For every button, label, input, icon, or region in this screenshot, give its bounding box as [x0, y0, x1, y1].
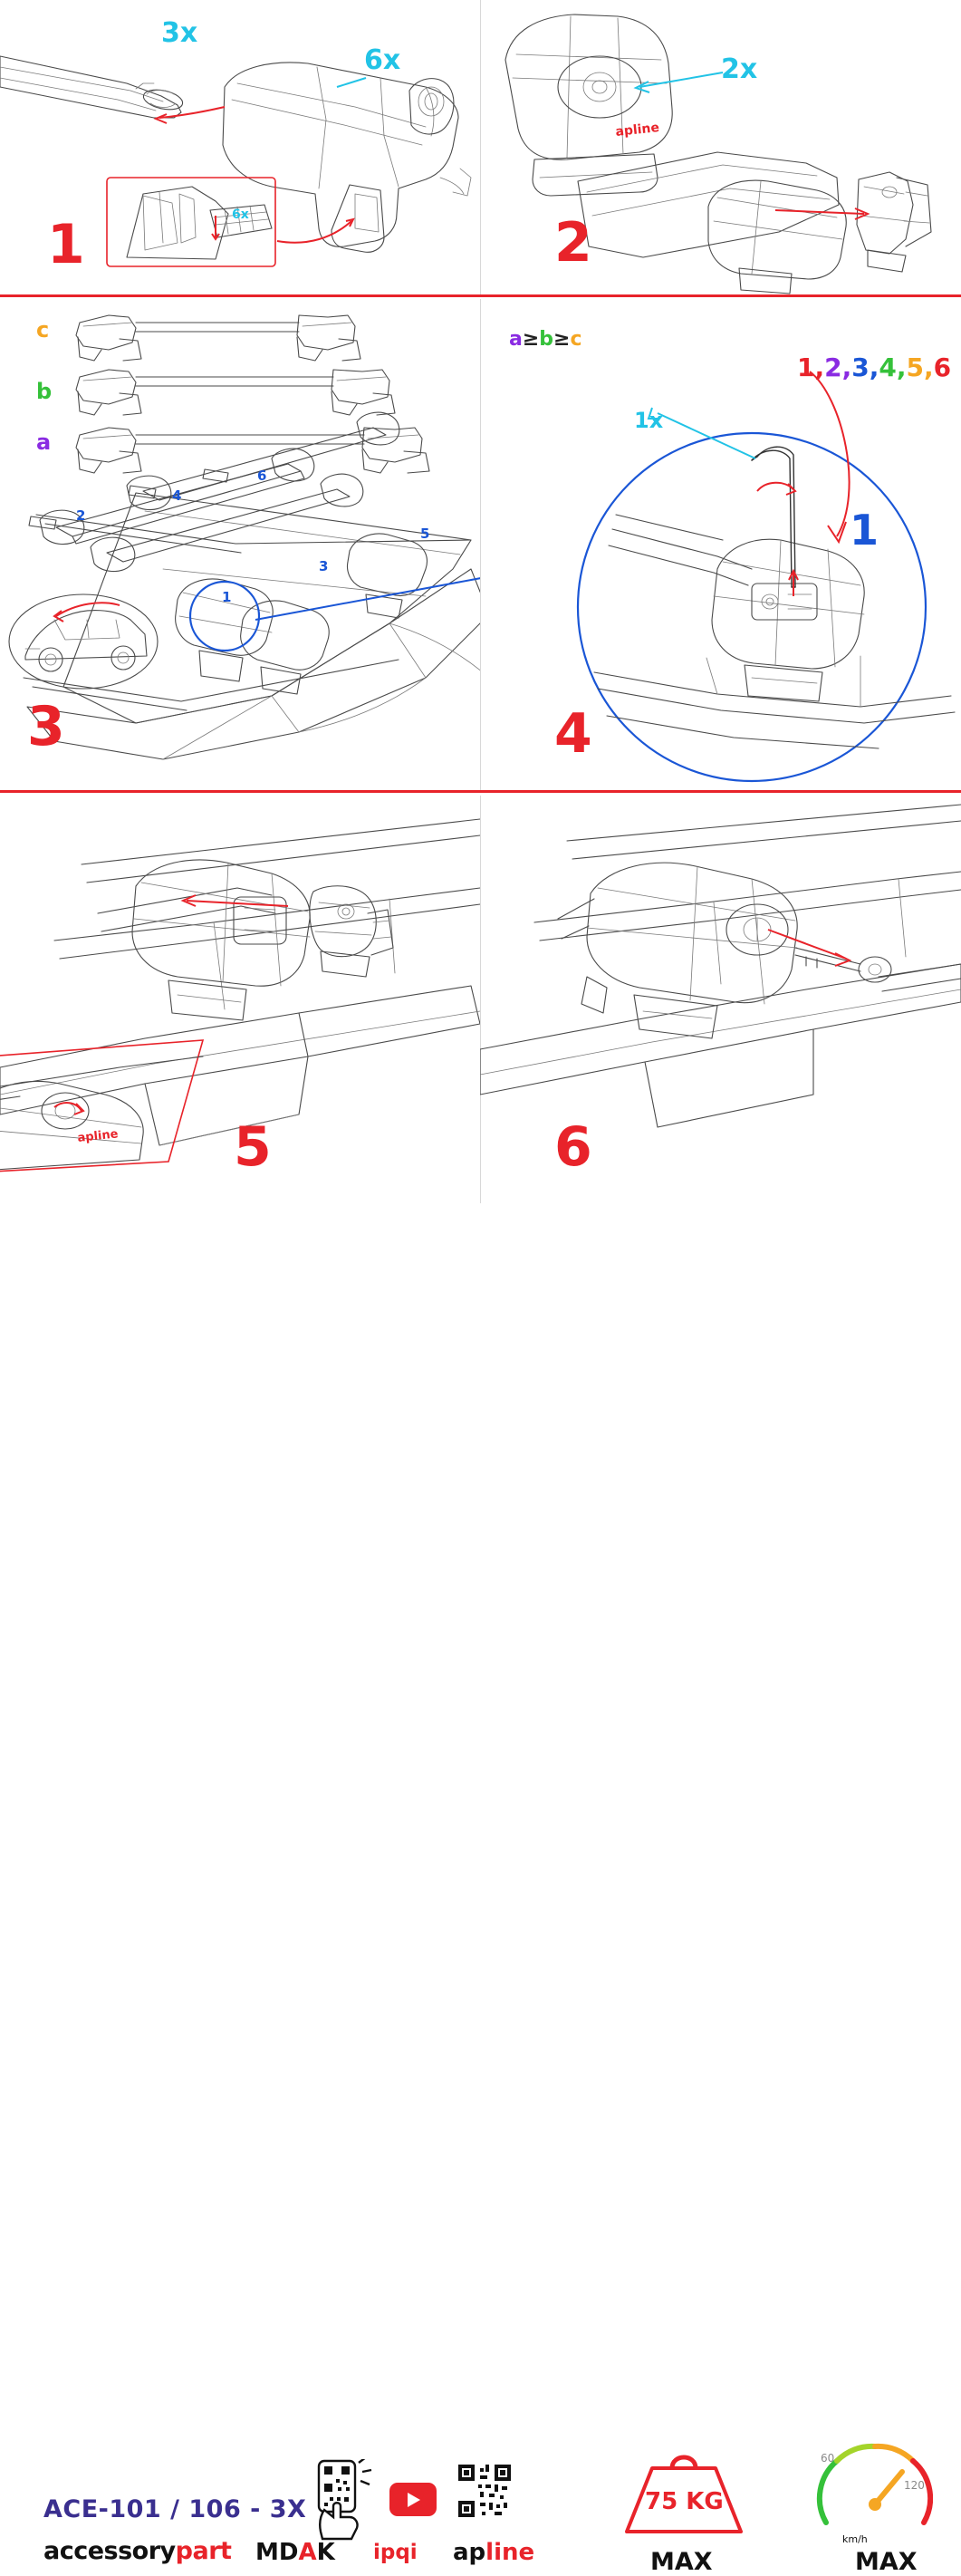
inequality-op-2: ≥ [553, 328, 571, 351]
brand-accessorypart [43, 2537, 231, 2565]
step-number-5: 5 [234, 1115, 270, 1179]
quantity-1x: 1x [634, 408, 664, 433]
position-marker-3: 3 [319, 558, 329, 574]
brand-apline [453, 2539, 534, 2566]
svg-text:apline: apline [76, 1127, 120, 1145]
step-number-4: 4 [554, 702, 591, 766]
sequence-item-4: 4, [879, 352, 907, 382]
position-marker-6: 6 [257, 468, 267, 484]
sequence-item-5: 5, [906, 352, 934, 382]
step-number-1: 1 [47, 213, 83, 276]
speed-tick-120: 120 [904, 2479, 925, 2492]
inequality-c: c [570, 328, 582, 351]
brand-mdak-k: K [316, 2539, 335, 2566]
max-weight-icon [616, 2436, 752, 2535]
max-weight-value: 75 KG [645, 2488, 724, 2515]
brand-mdak [255, 2539, 335, 2566]
inequality-op-1: ≥ [522, 328, 540, 351]
sequence-item-1: 1, [797, 352, 825, 382]
bar-label-b: b [36, 379, 53, 404]
scan-qr-hand-icon [306, 2459, 377, 2541]
tightening-sequence [797, 352, 952, 382]
product-code: ACE-101 / 106 - 3X [43, 2495, 307, 2523]
sequence-highlight-1: 1 [850, 506, 879, 555]
brand-apline-line: line [485, 2539, 535, 2566]
position-marker-4: 4 [172, 487, 182, 504]
step-2-illustration [480, 0, 961, 294]
speed-unit-label: km/h [842, 2533, 868, 2545]
sequence-item-3: 3, [851, 352, 879, 382]
position-marker-1: 1 [222, 589, 232, 605]
speed-tick-60: 60 [821, 2452, 835, 2465]
step-number-2: 2 [554, 211, 591, 275]
brand-ipqi: ipqi [373, 2541, 418, 2564]
inequality-a: a [509, 328, 523, 351]
quantity-6x: 6x [364, 44, 401, 76]
step-3-illustration [0, 297, 480, 792]
bar-label-c: c [36, 317, 50, 343]
svg-text:apline: apline [614, 120, 660, 140]
step-number-6: 6 [554, 1115, 591, 1179]
brand-accessory-text: accessory [43, 2537, 176, 2565]
youtube-icon[interactable] [389, 2483, 437, 2516]
sequence-item-2: 2, [824, 352, 852, 382]
quantity-2x: 2x [721, 53, 758, 85]
brand-mdak-a: A [298, 2539, 317, 2566]
step-6-illustration [480, 796, 961, 1203]
quantity-3x: 3x [161, 17, 198, 49]
position-marker-2: 2 [76, 507, 86, 524]
bar-label-a: a [36, 429, 52, 455]
brand-mdak-md: MD [255, 2539, 299, 2566]
max-speed-label: MAX [855, 2548, 918, 2576]
sequence-item-6: 6 [933, 352, 952, 382]
inequality-b: b [539, 328, 554, 351]
qr-code-icon [458, 2465, 511, 2517]
step-number-3: 3 [27, 695, 63, 758]
brand-part-text: part [175, 2537, 232, 2565]
max-weight-label: MAX [650, 2548, 713, 2576]
position-marker-5: 5 [420, 526, 430, 542]
footer [0, 1243, 961, 2576]
brand-apline-ap: ap [453, 2539, 486, 2566]
quantity-6x-detail: 6x [232, 207, 249, 222]
